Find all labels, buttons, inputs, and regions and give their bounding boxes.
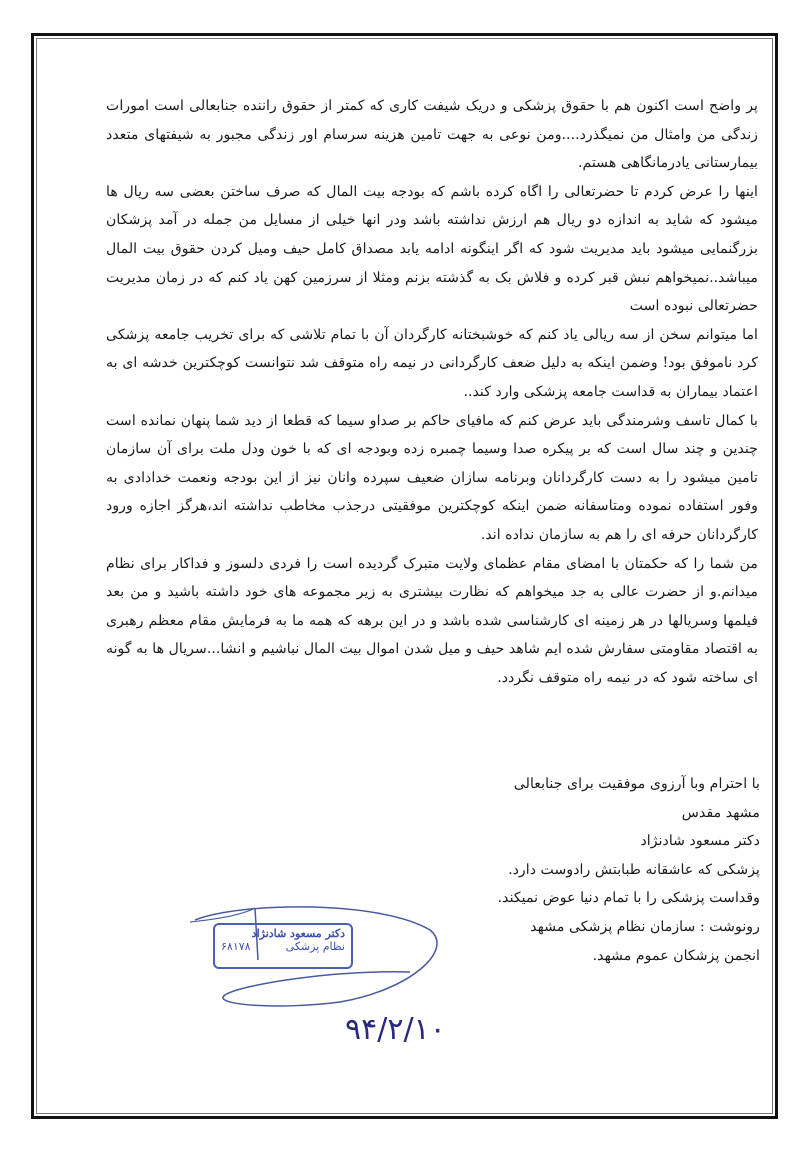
letter-body xyxy=(106,92,758,692)
closing-city: مشهد مقدس xyxy=(681,804,760,821)
closing-motto-1: پزشکی که عاشقانه طبابتش رادوست دارد. xyxy=(508,861,760,878)
handwritten-date: ۹۴/۲/۱۰ xyxy=(345,1012,446,1047)
signature-stamp-area xyxy=(180,890,440,1030)
closing-cc-1: رونوشت : سازمان نظام پزشکی مشهد xyxy=(530,918,760,935)
paragraph-1: پر واضح است اکنون هم با حقوق پزشکی و دریک شیفت کاری که کمتر از حقوق راننده جنابعالی است امورات زندگی من وامثال من نمیگذرد....ومن نوعی به جهت تامین هزینه سرسام اور زندگی مجبور به شیفتهای متعدد بیمارستانی یادرمانگاهی هستم. xyxy=(106,98,758,172)
closing-motto-2: وقداست پزشکی را با تمام دنیا عوض نمیکند. xyxy=(497,890,760,907)
stamp-number: ۶۸۱۷۸ xyxy=(221,940,251,953)
doctor-stamp xyxy=(213,923,353,969)
paragraph-3: اما میتوانم سخن از سه ریالی یاد کنم که خوشبختانه کارگردان آن با تمام تلاشی که برای تخریب جامعه پزشکی کرد ناموفق بود! وضمن اینکه به دلیل ضعف کارگردانی در نیمه راه متوقف شد نتوانست کوچکترین خدشه ای به اعتماد بیماران به قداست جامعه پزشکی وارد کند.. xyxy=(106,326,758,400)
closing-block xyxy=(420,770,760,970)
paragraph-5: من شما را که حکمتان با امضای مقام عظمای ولایت متبرک گردیده است را فردی دلسوز و فداکار برای نظام میدانم.و از حضرت عالی به جد میخواهم که نظارت بیشتری به زیر مجموعه های خود داشته باشید و من بعد فیلمها وسریالها در هر زمینه ای کارشناسی شده باشد و در این برهه که همه ما به فرمایش مقام معظم رهبری به اقتصاد مقاومتی سفارش شده ایم شاهد حیف و میل شدن اموال بیت المال نباشیم و انشا...سریال ها به گونه ای ساخته شود که در نیمه راه متوقف نگردد. xyxy=(106,555,758,686)
stamp-name: دکتر مسعود شادنژاد xyxy=(251,927,345,940)
stamp-label: نظام پزشکی xyxy=(285,940,345,953)
closing-cc-2: انجمن پزشکان عموم مشهد. xyxy=(592,947,760,964)
paragraph-2: اینها را عرض کردم تا حضرتعالی را اگاه کرده باشم که بودجه بیت المال که صرف ساختن بعضی سه ریال ها میشود که شاید به اندازه دو ریال هم ارزش نداشته باشد ودر انها خیلی از مسایل من جمله در آمد پزشکان بزرگنمایی میشود باید مدیریت شود که اگر اینگونه ادامه یابد مصداق کامل حیف ومیل کردن حقوق بیت المال میباشد..نمیخواهم نبش قبر کرده و فلاش بک به گذشته بزنم ومثلا از سرزمین کهن یاد کنم که در زمان مدیریت حضرتعالی نبوده است xyxy=(106,183,758,315)
closing-regards: با احترام وبا آرزوی موفقیت برای جنابعالی xyxy=(513,776,760,792)
paragraph-4: با کمال تاسف وشرمندگی باید عرض کنم که مافیای حاکم بر صداو سیما که قطعا از دید شما پنهان نمانده است چندین و چند سال است که بر پیکره صدا وسیما چمبره زده وبودجه ای که با خون ودل ملت برای آن سازمان تامین میشود را به دست کارگردانان وبرنامه سازان ضعیف سپرده وانان نیز از این بودجه ونعمت خدادادی به وفور استفاده نموده ومتاسفانه ضمن اینکه کوچکترین موفقیتی درجذب مخاطب نداشته اند،هرگز اجازه ورود کارگردانان حرفه ای را هم به سازمان نداده اند. xyxy=(106,412,758,543)
closing-author-name: دکتر مسعود شادنژاد xyxy=(640,833,760,850)
